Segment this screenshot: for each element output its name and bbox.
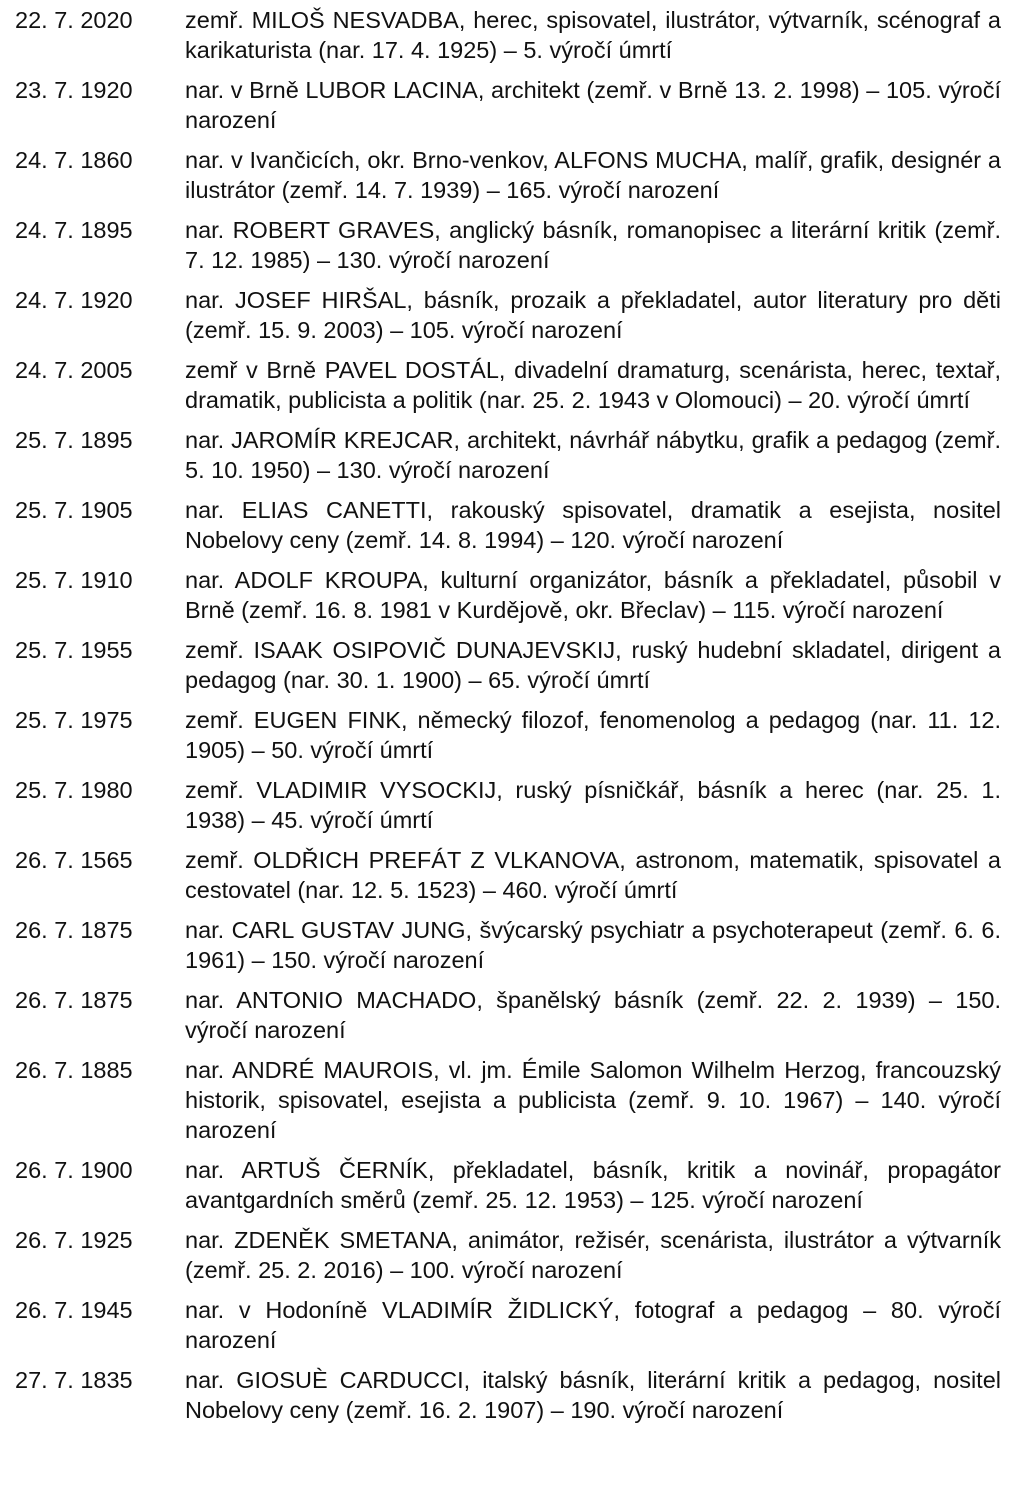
entry-date: 25. 7. 1905 [15, 497, 133, 523]
entry-date: 25. 7. 1975 [15, 707, 133, 733]
entry-date: 25. 7. 1910 [15, 567, 133, 593]
entry-text: nar. v Brně LUBOR LACINA, architekt (zemř. v Brně 13. 2. 1998) – 105. výročí narození [185, 77, 1001, 133]
anniversary-entry [0, 985, 1020, 1045]
entry-date: 26. 7. 1925 [15, 1227, 133, 1253]
entry-date: 23. 7. 1920 [15, 77, 133, 103]
entry-text: zemř. VLADIMIR VYSOCKIJ, ruský písničkář, básník a herec (nar. 25. 1. 1938) – 45. výročí úmrtí [185, 777, 1001, 833]
anniversary-entry [0, 565, 1020, 625]
entry-text: nar. v Hodoníně VLADIMÍR ŽIDLICKÝ, fotograf a pedagog – 80. výročí narození [185, 1297, 1001, 1353]
entry-text: nar. GIOSUÈ CARDUCCI, italský básník, literární kritik a pedagog, nositel Nobelovy ceny (zemř. 16. 2. 1907) – 190. výročí narození [185, 1367, 1001, 1423]
entry-date: 25. 7. 1980 [15, 777, 133, 803]
entry-text: nar. JOSEF HIRŠAL, básník, prozaik a překladatel, autor literatury pro děti (zemř. 15. 9. 2003) – 105. výročí narození [185, 287, 1001, 343]
entry-text: zemř v Brně PAVEL DOSTÁL, divadelní dramaturg, scenárista, herec, textař, dramatik, publicista a politik (nar. 25. 2. 1943 v Olomouci) – 20. výročí úmrtí [185, 357, 1001, 413]
anniversary-entry [0, 1155, 1020, 1215]
anniversary-entry [0, 775, 1020, 835]
entry-date: 26. 7. 1945 [15, 1297, 133, 1323]
entry-date: 26. 7. 1875 [15, 917, 133, 943]
entry-text: nar. ARTUŠ ČERNÍK, překladatel, básník, kritik a novinář, propagátor avantgardních směrů (zemř. 25. 12. 1953) – 125. výročí narození [185, 1157, 1001, 1213]
entry-text: zemř. OLDŘICH PREFÁT Z VLKANOVA, astronom, matematik, spisovatel a cestovatel (nar. 12. 5. 1523) – 460. výročí úmrtí [185, 847, 1001, 903]
entry-text: nar. v Ivančicích, okr. Brno-venkov, ALFONS MUCHA, malíř, grafik, designér a ilustrátor (zemř. 14. 7. 1939) – 165. výročí narození [185, 147, 1001, 203]
anniversary-entry [0, 1055, 1020, 1145]
entry-date: 26. 7. 1875 [15, 987, 133, 1013]
entry-date: 25. 7. 1895 [15, 427, 133, 453]
entry-text: nar. ZDENĚK SMETANA, animátor, režisér, scenárista, ilustrátor a výtvarník (zemř. 25. 2. 2016) – 100. výročí narození [185, 1227, 1001, 1283]
anniversary-entry [0, 355, 1020, 415]
entry-text: zemř. EUGEN FINK, německý filozof, fenomenolog a pedagog (nar. 11. 12. 1905) – 50. výročí úmrtí [185, 707, 1001, 763]
anniversary-entry [0, 845, 1020, 905]
entry-date: 24. 7. 1920 [15, 287, 133, 313]
entry-date: 26. 7. 1565 [15, 847, 133, 873]
anniversary-entry [0, 495, 1020, 555]
anniversary-entry [0, 1225, 1020, 1285]
entry-text: nar. ADOLF KROUPA, kulturní organizátor, básník a překladatel, působil v Brně (zemř. 16. 8. 1981 v Kurdějově, okr. Břeclav) – 115. výročí narození [185, 567, 1001, 623]
entry-text: zemř. MILOŠ NESVADBA, herec, spisovatel, ilustrátor, výtvarník, scénograf a karikaturista (nar. 17. 4. 1925) – 5. výročí úmrtí [185, 7, 1001, 63]
entry-date: 26. 7. 1900 [15, 1157, 133, 1183]
anniversary-entry [0, 75, 1020, 135]
entry-text: nar. JAROMÍR KREJCAR, architekt, návrhář nábytku, grafik a pedagog (zemř. 5. 10. 1950) – 130. výročí narození [185, 427, 1001, 483]
anniversary-entry [0, 915, 1020, 975]
anniversary-entry [0, 705, 1020, 765]
anniversary-entry [0, 285, 1020, 345]
anniversary-entry [0, 425, 1020, 485]
anniversary-list [0, 5, 1020, 1435]
anniversary-entry [0, 5, 1020, 65]
anniversary-entry [0, 1365, 1020, 1425]
entry-text: nar. ELIAS CANETTI, rakouský spisovatel, dramatik a esejista, nositel Nobelovy ceny (zemř. 14. 8. 1994) – 120. výročí narození [185, 497, 1001, 553]
entry-text: nar. ROBERT GRAVES, anglický básník, romanopisec a literární kritik (zemř. 7. 12. 1985) – 130. výročí narození [185, 217, 1001, 273]
entry-date: 24. 7. 2005 [15, 357, 133, 383]
anniversary-entry [0, 145, 1020, 205]
anniversary-entry [0, 1295, 1020, 1355]
entry-text: zemř. ISAAK OSIPOVIČ DUNAJEVSKIJ, ruský hudební skladatel, dirigent a pedagog (nar. 30. 1. 1900) – 65. výročí úmrtí [185, 637, 1001, 693]
entry-text: nar. ANDRÉ MAUROIS, vl. jm. Émile Salomon Wilhelm Herzog, francouzský historik, spisovatel, esejista a publicista (zemř. 9. 10. 1967) – 140. výročí narození [185, 1057, 1001, 1143]
entry-date: 27. 7. 1835 [15, 1367, 133, 1393]
entry-text: nar. ANTONIO MACHADO, španělský básník (zemř. 22. 2. 1939) – 150. výročí narození [185, 987, 1001, 1043]
anniversary-entry [0, 215, 1020, 275]
entry-date: 24. 7. 1895 [15, 217, 133, 243]
entry-text: nar. CARL GUSTAV JUNG, švýcarský psychiatr a psychoterapeut (zemř. 6. 6. 1961) – 150. výročí narození [185, 917, 1001, 973]
entry-date: 26. 7. 1885 [15, 1057, 133, 1083]
entry-date: 25. 7. 1955 [15, 637, 133, 663]
entry-date: 22. 7. 2020 [15, 7, 133, 33]
entry-date: 24. 7. 1860 [15, 147, 133, 173]
anniversary-entry [0, 635, 1020, 695]
